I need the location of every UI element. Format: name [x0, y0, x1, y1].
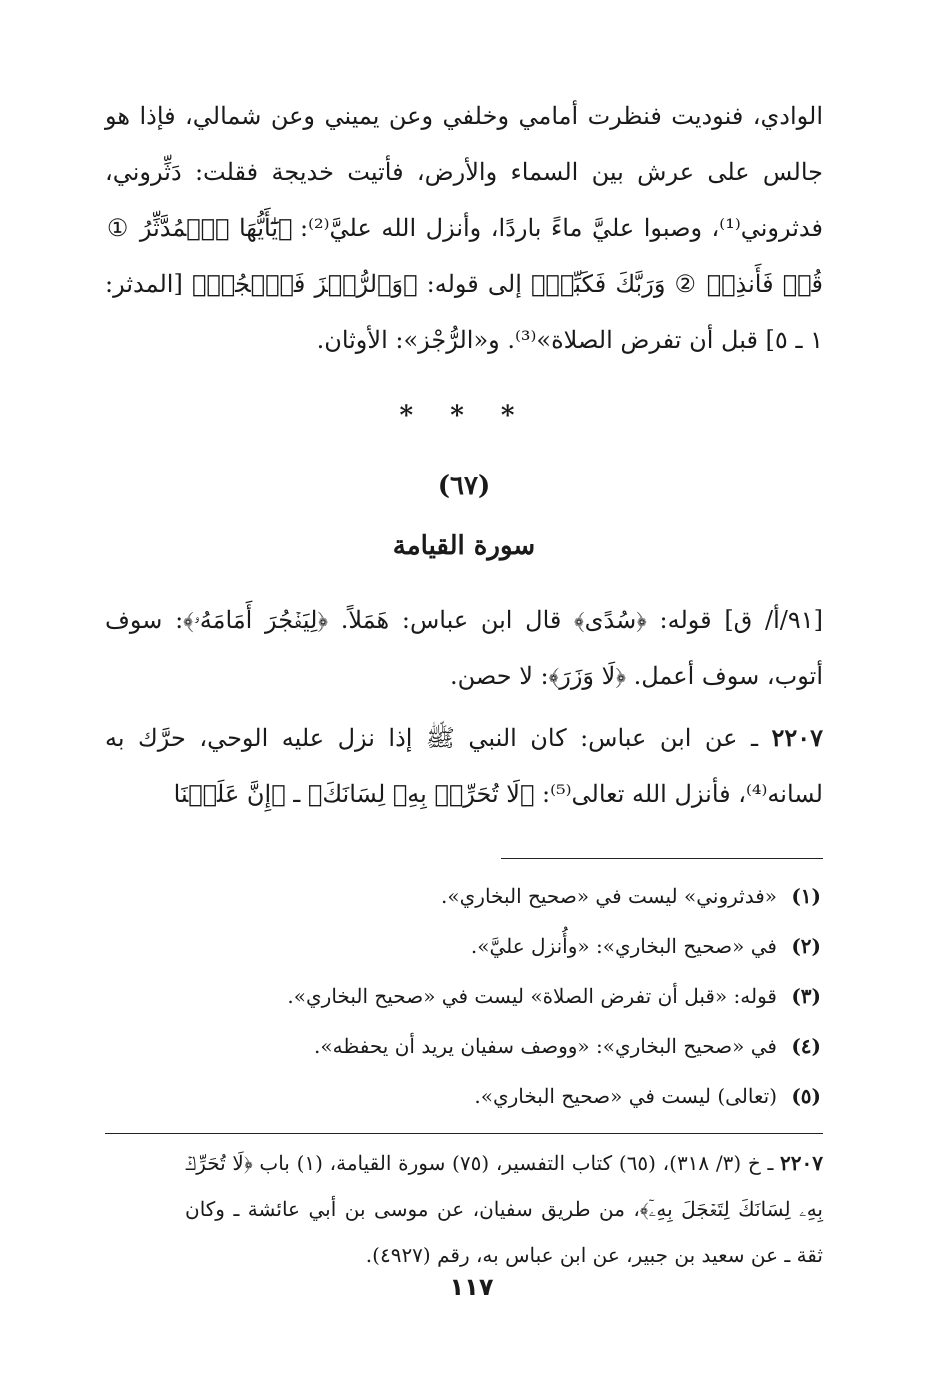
footnote-text: قوله: «قبل أن تفرض الصلاة» ليست في «صحيح البخاري». — [287, 984, 777, 1008]
section-separator: * * * — [399, 401, 529, 431]
footnote-divider — [501, 858, 823, 859]
takhrij-note — [105, 1140, 823, 1278]
takhrij-text: ـ خ (٣/ ٣١٨)، (٦٥) كتاب التفسير، (٧٥) سورة القيامة، (١) باب ﴿لَا تُحَرِّكۡ بِهِۦ لِسَانَكَ لِتَعۡجَلَ بِهِۦٓ﴾، من طريق سفيان، عن موسى بن أبي عائشة ـ وكان ثقة ـ عن سعيد بن جبير، عن ابن عباس به، رقم (٤٩٢٧). — [185, 1151, 823, 1267]
intro-paragraph: [٩١/أ/ ق] قوله: ﴿سُدًى﴾ قال ابن عباس: هَمَلاً. ﴿لِيَفۡجُرَ أَمَامَهُۥ﴾: سوف أتوب، سوف أعمل. ﴿لَا وَزَرَ﴾: لا حصن. — [105, 606, 823, 690]
footnote-item — [105, 871, 821, 921]
page-body — [105, 88, 823, 1298]
section-number: (٦٧) — [437, 471, 491, 501]
top-paragraph: الوادي، فنوديت فنظرت أمامي وخلفي وعن يميني وعن شمالي، فإذا هو جالس على عرش بين السماء والأرض، فأتيت خديجة فقلت: دَثِّروني، فدثروني⁽¹⁾، وصبوا عليَّ ماءً باردًا، وأنزل الله عليَّ⁽²⁾: ﴿يَٰٓأَيُّهَا ٱلۡمُدَّثِّرُ ① قُمۡ فَأَنذِرۡ ② وَرَبَّكَ فَكَبِّرۡ﴾ إلى قوله: ﴿وَٱلرُّجۡزَ فَٱهۡجُرۡ﴾ [المدثر: ١ ـ ٥] قبل أن تفرض الصلاة»⁽³⁾. و«الرُّجْز»: الأوثان. — [105, 102, 823, 354]
page-number: ١١٧ — [449, 1273, 494, 1301]
footnotes-list — [105, 871, 823, 1121]
footnote-item — [105, 1071, 821, 1121]
footnote-item — [105, 921, 821, 971]
footnote-text: (تعالى) ليست في «صحيح البخاري». — [474, 1084, 777, 1108]
footnote-number: (٤) — [791, 1034, 821, 1058]
footnote-number: (١) — [791, 884, 821, 908]
takhrij-number: ٢٢٠٧ — [780, 1151, 823, 1175]
hadith-text: ـ عن ابن عباس: كان النبي ﷺ إذا نزل عليه الوحي، حرَّك به لسانه⁽⁴⁾، فأنزل الله تعالى⁽⁵⁾: ﴿لَا تُحَرِّكۡ بِهِۦ لِسَانَكَ﴾ ـ ﴿إِنَّ عَلَيۡنَا — [105, 724, 823, 808]
footnote-text: في «صحيح البخاري»: «وأُنزل عليَّ». — [470, 934, 777, 958]
footnote-number: (٥) — [791, 1084, 821, 1108]
footnote-text: «فدثروني» ليست في «صحيح البخاري». — [441, 884, 777, 908]
surah-title: سورة القيامة — [392, 531, 536, 561]
footnote-number: (٣) — [791, 984, 821, 1008]
footnote-text: في «صحيح البخاري»: «ووصف سفيان يريد أن يحفظه». — [314, 1034, 777, 1058]
hadith-paragraph — [105, 710, 823, 822]
footnote-item — [105, 971, 821, 1021]
takhrij-divider — [105, 1133, 823, 1134]
footnote-item — [105, 1021, 821, 1071]
footnote-number: (٢) — [791, 934, 821, 958]
hadith-number: ٢٢٠٧ — [771, 723, 823, 752]
